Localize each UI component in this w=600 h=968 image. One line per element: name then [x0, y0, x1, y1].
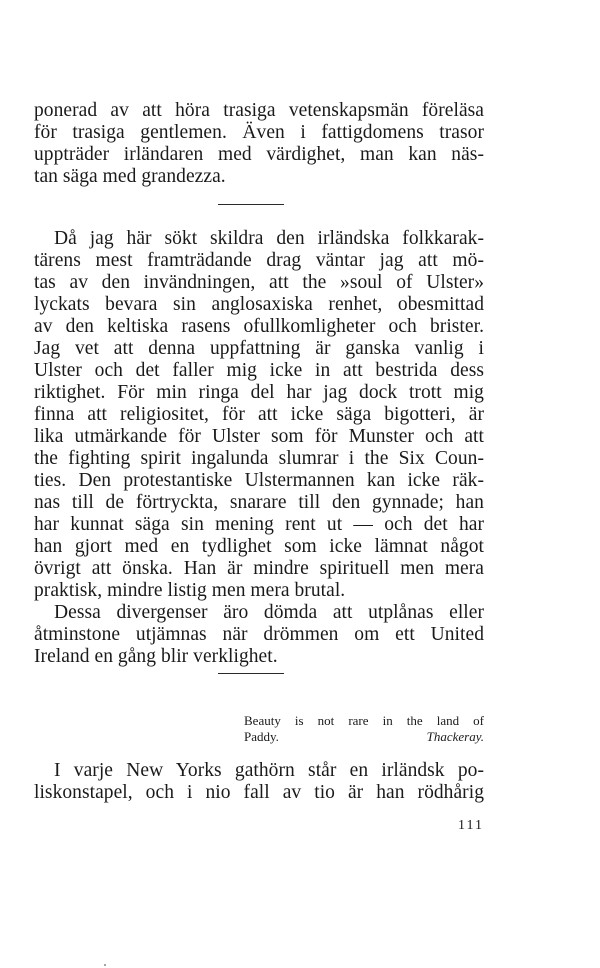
text-line: har kunnat säga sin mening rent ut — och det har	[34, 514, 484, 535]
text-line: Ulster och det faller mig icke in att bestrida dess	[34, 360, 484, 381]
paper-speck	[104, 964, 106, 966]
text-line: I varje New Yorks gathörn står en irländsk po-	[54, 760, 484, 781]
text-line: the fighting spirit ingalunda slumrar i the Six Coun-	[34, 448, 484, 469]
text-line: liskonstapel, och i nio fall av tio är han rödhårig	[34, 782, 484, 803]
text-line: Då jag här sökt skildra den irländska folkkarak-	[54, 228, 484, 249]
text-line: finna att religiositet, för att icke säga bigotteri, är	[34, 404, 484, 425]
text-line: lika utmärkande för Ulster som för Munster och att	[34, 426, 484, 447]
section-divider	[218, 204, 284, 205]
text-line: av den keltiska rasens ofullkomligheter och brister.	[34, 316, 484, 337]
text-line: praktisk, mindre listig men mera brutal.	[34, 580, 346, 601]
text-line: för trasiga gentlemen. Även i fattigdomens trasor	[34, 122, 484, 143]
text-line: tärens mest framträdande drag väntar jag att mö-	[34, 250, 484, 271]
epigraph-row	[244, 728, 484, 745]
text-line: han gjort med en tydlighet som icke lämnat något	[34, 536, 484, 557]
epigraph-attribution: Thackeray.	[426, 729, 484, 744]
text-line: tas av den invändningen, att the »soul of Ulster»	[34, 272, 484, 293]
text-line: åtminstone utjämnas när drömmen om ett United	[34, 624, 484, 645]
text-line: uppträder irländaren med värdighet, man kan näs-	[34, 144, 484, 165]
text-line: Ireland en gång blir verklighet.	[34, 646, 278, 667]
section-divider	[218, 673, 284, 674]
epigraph-line: Beauty is not rare in the land of	[244, 713, 484, 728]
page-number: 111	[458, 818, 484, 833]
text-line: ponerad av att höra trasiga vetenskapsmän föreläsa	[34, 100, 484, 121]
text-line: riktighet. För min ringa del har jag dock trott mig	[34, 382, 484, 403]
text-line: övrigt att önska. Han är mindre spirituell men mera	[34, 558, 484, 579]
epigraph-line: Paddy.	[244, 729, 279, 744]
text-line: nas till de förtryckta, snarare till den gynnade; han	[34, 492, 484, 513]
text-line: Dessa divergenser äro dömda att utplånas eller	[54, 602, 484, 623]
text-line: lyckats bevara sin anglosaxiska renhet, obesmittad	[34, 294, 484, 315]
text-line: tan säga med grandezza.	[34, 166, 226, 187]
text-line: ties. Den protestantiske Ulstermannen kan icke räk-	[34, 470, 484, 491]
text-line: Jag vet att denna uppfattning är ganska vanlig i	[34, 338, 484, 359]
